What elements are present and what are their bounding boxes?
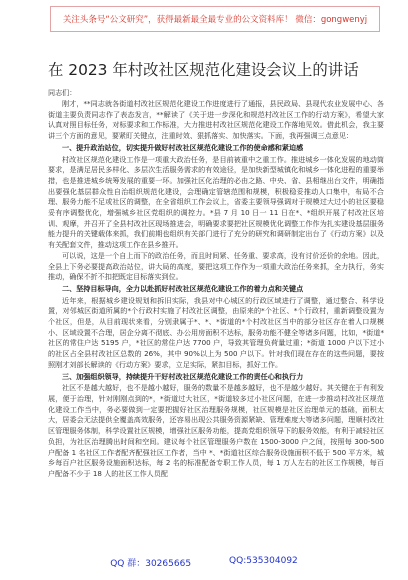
document-page <box>48 58 384 480</box>
promo-banner: 关注头条号“公文研究”，获得最新最全最专业的公文资料库！ 微信：gongwenyj <box>50 6 380 32</box>
footer-qq-contact: QQ:535304092 <box>229 556 298 566</box>
paragraph: 刚才，**同志就各街道村改社区规范化建设工作进度进行了通报，县民政局、县现代农业发展中心、各街道主要负责同志作了表态发言，**解读了《关于进一步深化和规范村改社区工作的行动方案》，希望大家认真对照目标任务，对标要求和工作标准，大力推进村改社区规范化建设工作落地见效。借此机会，我主要讲三个方面的意见，要紧盯关键点，注重时效、狠抓落实、加快落实。下面，我再强调三点意见： <box>48 99 384 141</box>
paragraph: 社区不是越大越好，也不是越小越好，服务的数量不是越多越好，也不是越少越好。其关键在于有利发展，便于治理，针对刚刚点到的*，*街道过大社区，*街道较多过小社区问题，在进一步推动村改社区规范化建设工作当中，务必要做到一定要把握好社区治理服务规模，社区规模是社区治理单元的基础，面积太大，居委会无法提供全覆盖高效服务，还容易出现公共服务资源紧缺、管理难度大等诸多问题，理顺村改社区管理服务体制，科学设置社区规模，增强社区服务功能，提高党组织领导下的服务效能，有利于减轻社区负担，为社区治理腾出时间和空间。建议每个社区管理服务户数在 1500-3000 户之间，按照每 300-500 户配备 1 名社区工作者配齐配强社区工作者，当中 *、*街道社区综合服务设施面积不低于 500 平方米，城乡每百户社区服务设施面积达标，每 2 名的标准配备专职工作人员，每 1 万人左右的社区工作规模，每百户配备不少于 18 人的社区工作人员配 <box>48 383 384 478</box>
paragraph: 可以说，这是一个自上而下的政治任务，而且时间紧、任务重、要求高，没有讨价还价的余地。因此，全县上下务必要提高政治站位，讲大局的高度，要把这项工作作为一项重大政治任务来抓，全力执行，务实推动，确保不折不扣把既定目标落实到位。 <box>48 250 384 282</box>
paragraph: 村改社区规范化建设工作是一项重大政治任务，是目前被重中之重工作。推进城乡一体化发展的地动筒要求，是满足居民多样化、多层次生活服务需求的有效途径，是加快新型城镇化和城乡一体化进程的重要举措，也是推进城乡统筹发展的重要一环。加强社区化治理的必由之路、中央、省、县相继出台文件，明确指出要强化基层群众性自治组织规范化建设，会理确定管辖范围和规模，积极稳妥推动人口集中，布局不合理、服务力能不足或社区的调整，在全省组织工作会议上，省委主要领导强调对于规模过大过小的社区要稳妥有序调整优化，增强城乡社区党组织的调控力。*县 7 月 10 日一 11 日在*、*组织开展了村改社区培训、观摩，并召开了全县村改社区现场推进会，明确要求要把社区规模优化调整工作作为扎实建设基层服务能力提升的关键载体来抓，我们前期也组织有关部门进行了充分的研究和调研制定出台了《行动方案》以及有关配套文件，推动这项工作在县乡推开。 <box>48 154 384 250</box>
footer-qq-group: QQ 群：30265665 <box>110 559 192 569</box>
paragraph: 近年来，根据城乡建设规划和拆旧实际，我县对中心城区的行政区域进行了调整，通过整合、科学设置，对邻城区街道所属的*个行政村实施了村改社区调整，由原来的*个社区、*个行政村，重新调整设置为个社区，但是，从目前现状来看，分别隶属于*、*、*街道的*个村改社区当中的部分社区存在着人口规模小、区域设置不合理，居企分离不彻底、办公用房面积不达标，服务功能不健全等诸多问题，比如，*街道*社区的常住户达 5195 户，*社区的常住户达 7700 户，导致其管理负荷量过重；*街道 1000 户以下过小的社区占全县村改社区总数的 26%，其中 90%以上为 500 户以下。针对我们现在存在的这些问题，要按照刚才刘部长解读的《行动方案》要求，立足实际，紧扣目标，抓好工作。 <box>48 295 384 369</box>
salutation: 同志们： <box>48 88 77 97</box>
section-heading: 三、加强组织领导，持续提升干好村改社区规范化建设工作的责任心和执行力 <box>62 371 304 381</box>
footer <box>0 556 408 569</box>
section-heading: 二、坚持目标导向，全力以赴抓好村改社区规范化建设工作的着力点和关键点 <box>62 283 304 293</box>
document-body <box>48 99 384 480</box>
section-heading: 一、提升政治站位，切实提升做好村改社区规范化建设工作的使命感和紧迫感 <box>62 142 304 152</box>
document-title: 在 2023 年村改社区规范化建设会议上的讲话 <box>48 61 359 79</box>
